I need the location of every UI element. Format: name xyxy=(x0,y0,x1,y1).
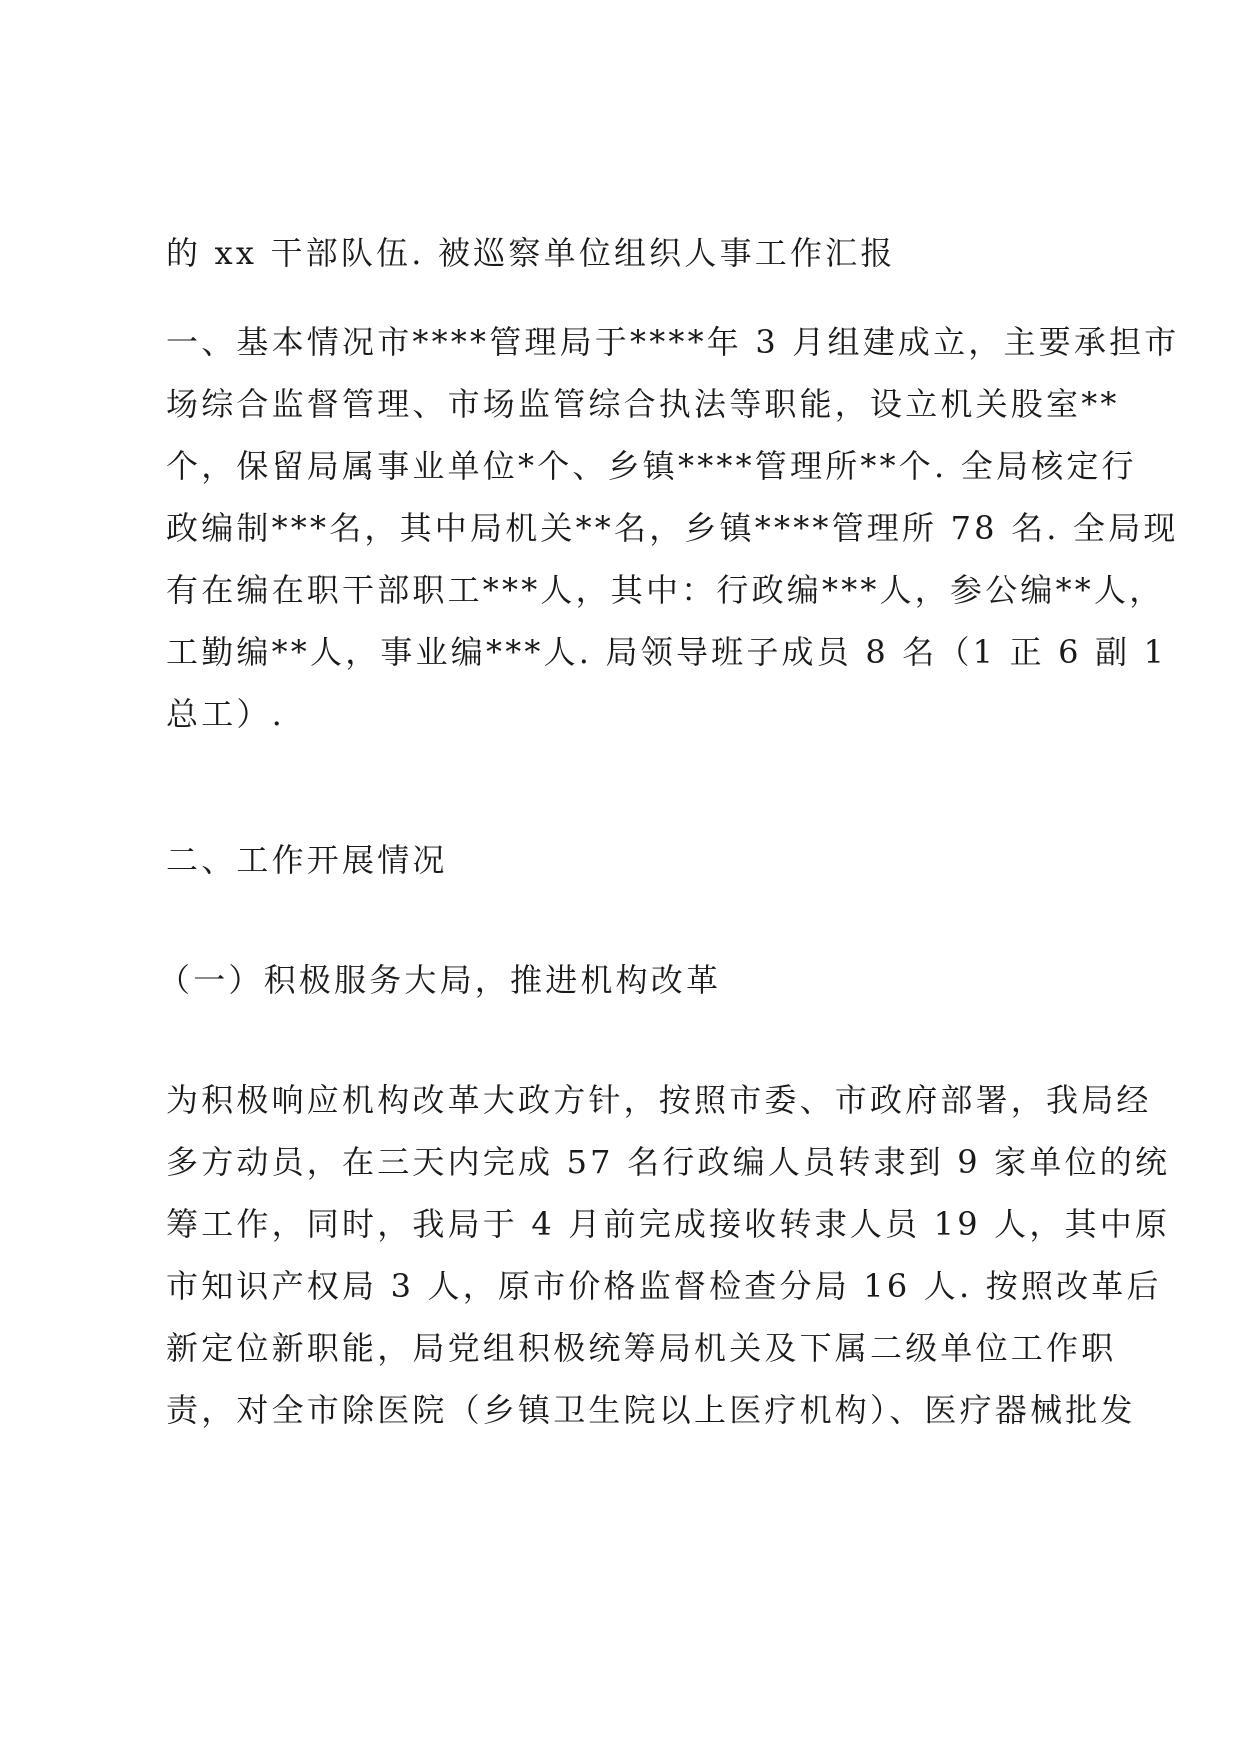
paragraph-line: 政编制***名，其中局机关**名，乡镇****管理所 78 名. 全局现 xyxy=(166,509,1179,547)
paragraph-line: 市知识产权局 3 人，原市价格监督检查分局 16 人. 按照改革后 xyxy=(166,1267,1162,1305)
paragraph-line: 总工）. xyxy=(166,695,285,733)
paragraph-line: 责，对全市除医院（乡镇卫生院以上医疗机构）、医疗器械批发 xyxy=(166,1391,1136,1429)
paragraph-line: 新定位新职能，局党组积极统筹局机关及下属二级单位工作职 xyxy=(166,1329,1117,1367)
paragraph-line: 筹工作，同时，我局于 4 月前完成接收转隶人员 19 人，其中原 xyxy=(166,1205,1171,1243)
paragraph-line: 场综合监督管理、市场监管综合执法等职能，设立机关股室** xyxy=(166,385,1120,423)
paragraph-line: 为积极响应机构改革大政方针，按照市委、市政府部署，我局经 xyxy=(166,1081,1152,1119)
paragraph-line: 有在编在职干部职工***人，其中：行政编***人，参公编**人， xyxy=(166,571,1165,609)
section-heading: 二、工作开展情况 xyxy=(166,841,448,879)
paragraph-line: 多方动员，在三天内完成 57 名行政编人员转隶到 9 家单位的统 xyxy=(166,1143,1171,1181)
paragraph-line: 工勤编**人，事业编***人. 局领导班子成员 8 名（1 正 6 副 1 xyxy=(166,633,1168,671)
paragraph-line: 一、基本情况市****管理局于****年 3 月组建成立，主要承担市 xyxy=(166,323,1180,361)
title-line: 的 xx 干部队伍. 被巡察单位组织人事工作汇报 xyxy=(166,234,896,272)
paragraph-line: 个，保留局属事业单位*个、乡镇****管理所**个. 全局核定行 xyxy=(166,447,1137,485)
subsection-heading: （一）积极服务大局，推进机构改革 xyxy=(158,961,722,999)
